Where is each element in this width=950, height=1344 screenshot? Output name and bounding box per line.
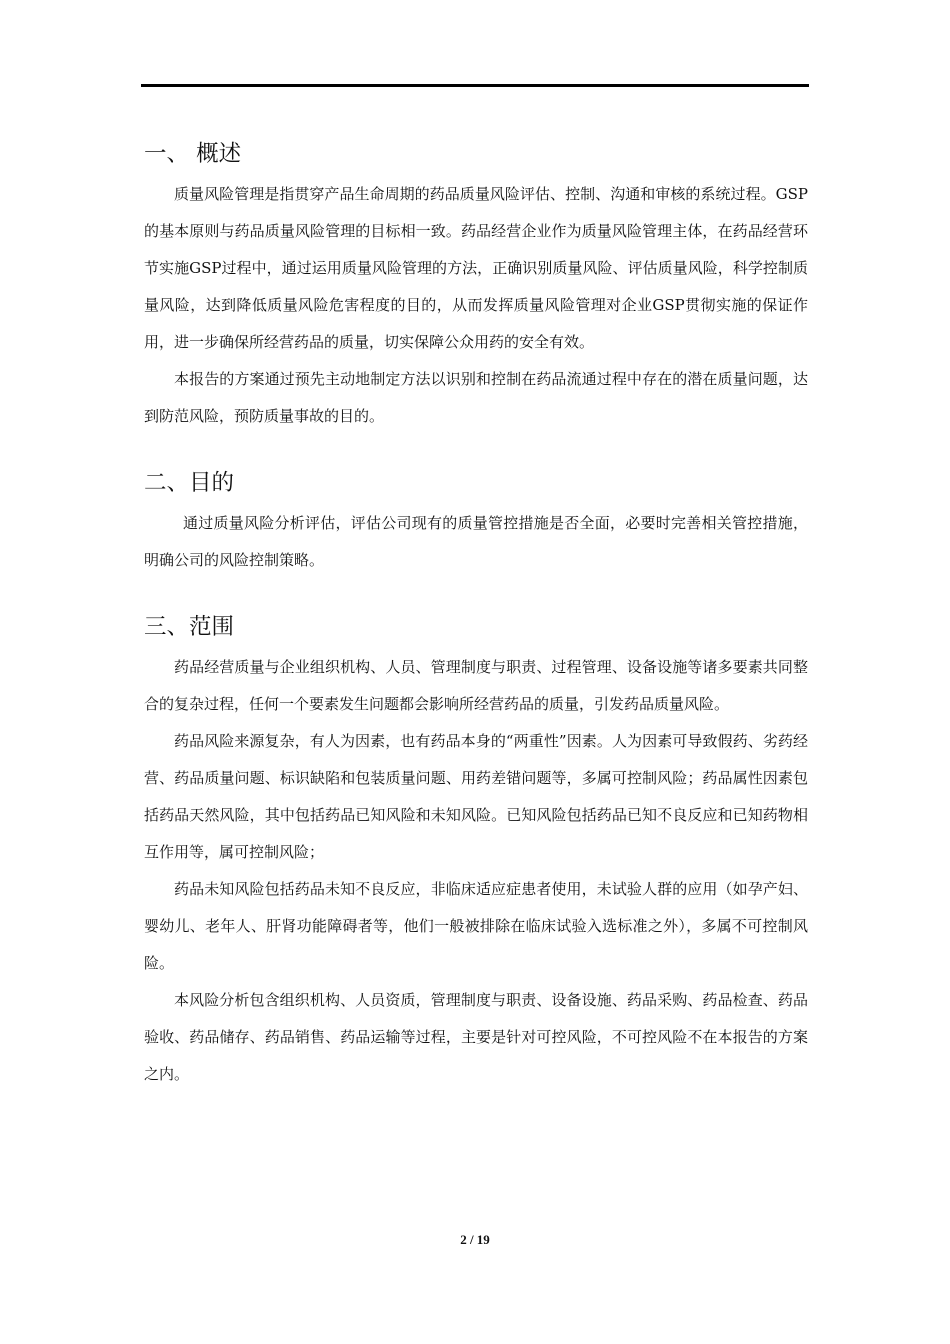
section-heading-purpose: 二、目的	[144, 470, 235, 496]
scope-paragraph-1: 药品经营质量与企业组织机构、人员、管理制度与职责、过程管理、设备设施等诸多要素共同整合的复杂过程，任何一个要素发生问题都会影响所经营药品的质量，引发药品质量风险。	[144, 658, 808, 713]
section-heading-scope: 三、范围	[144, 614, 235, 640]
scope-paragraph-4: 本风险分析包含组织机构、人员资质，管理制度与职责、设备设施、药品采购、药品检查、药品验收、药品储存、药品销售、药品运输等过程，主要是针对可控风险，不可控风险不在本报告的方案之内。	[144, 991, 808, 1083]
section-heading-overview: 一、 概述	[144, 141, 242, 167]
scope-paragraph-3: 药品未知风险包括药品未知不良反应，非临床适应症患者使用，未试验人群的应用（如孕产妇、婴幼儿、老年人、肝肾功能障碍者等，他们一般被排除在临床试验入选标准之外），多属不可控制风险。	[144, 880, 808, 972]
header-rule	[141, 84, 809, 87]
document-body	[144, 136, 808, 1093]
overview-paragraph-2: 本报告的方案通过预先主动地制定方法以识别和控制在药品流通过程中存在的潜在质量问题，达到防范风险，预防质量事故的目的。	[144, 370, 808, 425]
purpose-paragraph-1: 通过质量风险分析评估，评估公司现有的质量管控措施是否全面，必要时完善相关管控措施，明确公司的风险控制策略。	[144, 514, 808, 569]
scope-paragraph-2: 药品风险来源复杂，有人为因素，也有药品本身的“两重性”因素。人为因素可导致假药、劣药经营、药品质量问题、标识缺陷和包装质量问题、用药差错问题等，多属可控制风险；药品属性因素包括药品天然风险，其中包括药品已知风险和未知风险。已知风险包括药品已知不良反应和已知药物相互作用等，属可控制风险；	[144, 732, 808, 861]
page-number: 2 / 19	[460, 1232, 490, 1247]
overview-paragraph-1: 质量风险管理是指贯穿产品生命周期的药品质量风险评估、控制、沟通和审核的系统过程。GSP的基本原则与药品质量风险管理的目标相一致。药品经营企业作为质量风险管理主体，在药品经营环节实施GSP过程中，通过运用质量风险管理的方法，正确识别质量风险、评估质量风险，科学控制质量风险，达到降低质量风险危害程度的目的，从而发挥质量风险管理对企业GSP贯彻实施的保证作用，进一步确保所经营药品的质量，切实保障公众用药的安全有效。	[144, 185, 808, 351]
